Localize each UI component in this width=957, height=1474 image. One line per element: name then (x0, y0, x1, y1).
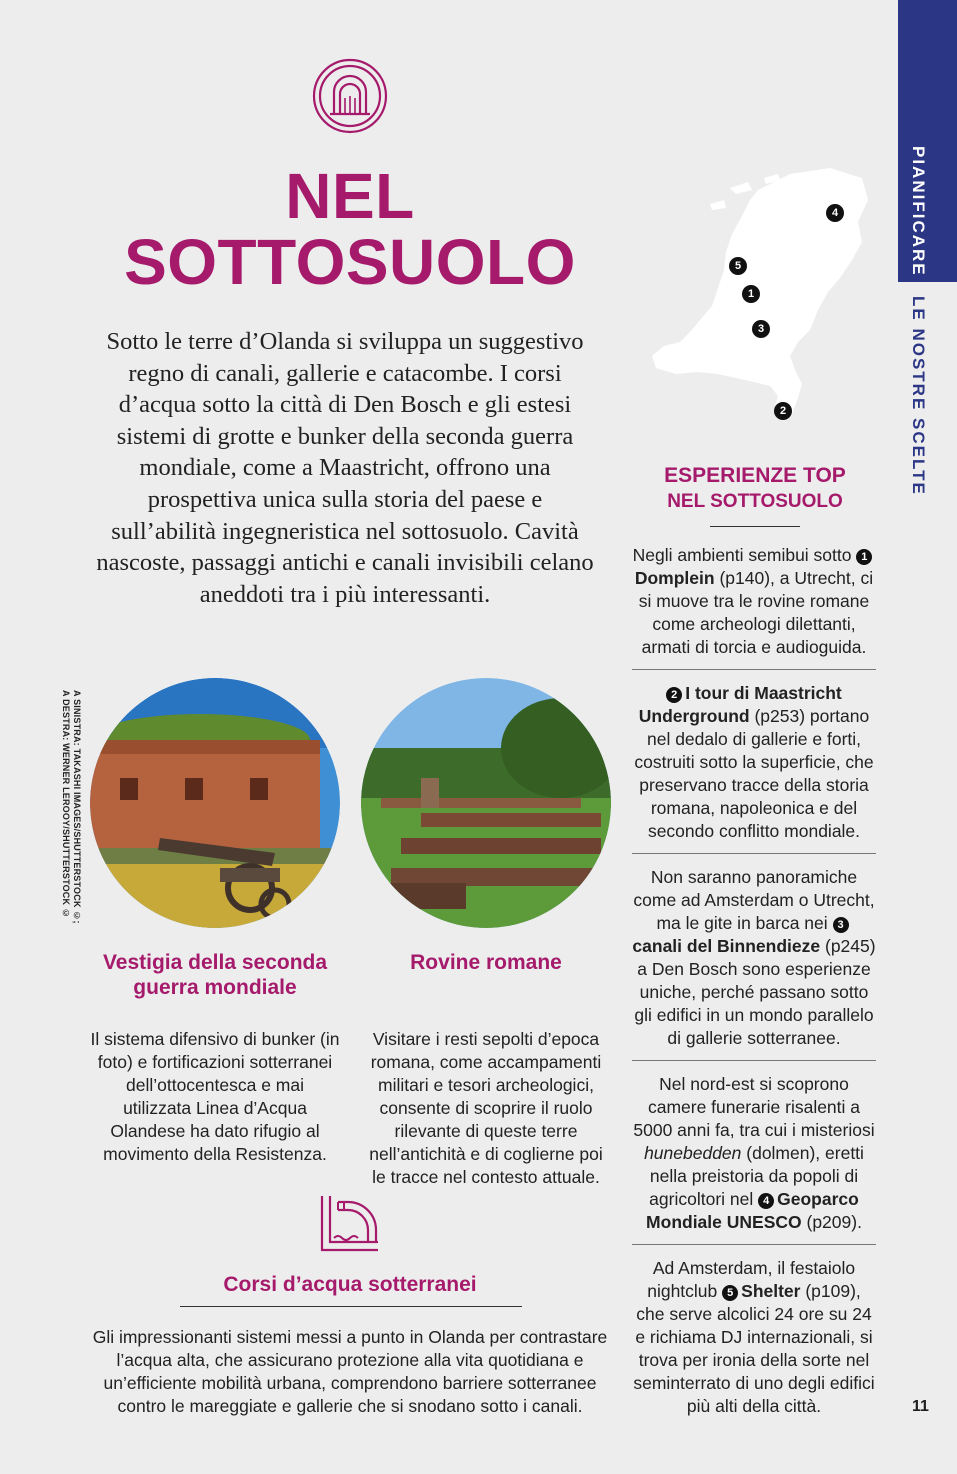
place-link[interactable]: Geoparco Mondiale UNESCO (646, 1189, 859, 1232)
place-link[interactable]: I tour di Maastricht Underground (638, 683, 842, 726)
divider (632, 1060, 876, 1061)
number-badge-3: 3 (833, 917, 849, 933)
photo-credit: A SINISTRA: TAKASHI IMAGES/SHUTTERSTOCK ©; A DESTRA: WERNER LEROOY/SHUTTERSTOCK © (61, 690, 82, 924)
map-marker-4[interactable]: 4 (826, 204, 844, 222)
divider (632, 669, 876, 670)
experience-item-5: Ad Amsterdam, il festaiolo nightclub 5 Shelter (p109), che serve alcolici 24 ore su 24 e richiama DJ internazionali, si trova per ironia della sorte nel seminterrato di uno degli edifici più alti della città. (633, 1258, 875, 1416)
experience-item-4: Nel nord-est si scoprono camere funerarie risalenti a 5000 anni fa, tra cui i misteriosi hunebedden (dolmen), eretti nella preistoria da popoli di agricoltori nel 4 Geoparco Mondiale UNESCO (p209). (633, 1074, 875, 1232)
section-title-roman: Rovine romane (410, 951, 562, 974)
tunnel-icon (312, 58, 388, 134)
section-text-roman: Visitare i resti sepolti d’epoca romana, come accampamenti militari e tesori archeologici, consente di scoprire il ruolo rilevante di queste terre nell’antichità e di coglierne poi le tracce nel contesto attuale. (369, 1029, 603, 1187)
map-marker-1[interactable]: 1 (742, 285, 760, 303)
experience-item-3: Non saranno panoramiche come ad Amsterdam o Utrecht, ma le gite in barca nei 3canali del Binnendieze (p245) a Den Bosch sono esperienze uniche, perché passano sotto gli edifici in un mondo parallelo di gallerie sotterranee. (632, 867, 876, 1048)
place-link[interactable]: Shelter (741, 1281, 801, 1301)
experience-item-2: 2 I tour di Maastricht Underground (p253) portano nel dedalo di gallerie e forti, costruiti sotto la superficie, che preservano tracce della storia romana, napoleonica e del secondo conflitto mondiale. (634, 683, 874, 841)
netherlands-map (640, 160, 880, 430)
section-text-wwii: Il sistema difensivo di bunker (in foto) e fortificazioni sotterranei dell’ottocentesca e mai utilizzata Linea d’Acqua Olandese ha dato rifugio al movimento della Resistenza. (90, 1029, 340, 1164)
divider (180, 1306, 522, 1307)
number-badge-5: 5 (722, 1285, 738, 1301)
canal-icon (318, 1192, 382, 1256)
photo-roman-ruins (361, 678, 611, 928)
tab-le-nostre-scelte[interactable]: LE NOSTRE SCELTE (909, 296, 928, 496)
map-marker-2[interactable]: 2 (774, 402, 792, 420)
photo-fort-bunker (90, 678, 340, 928)
section-title-canals: Corsi d’acqua sotterranei (223, 1273, 477, 1296)
divider (632, 853, 876, 854)
section-text-canals: Gli impressionanti sistemi messi a punto in Olanda per contrastare l’acqua alta, che assicurano protezione alla vita quotidiana e un’efficiente mobilità urbana, comprendono barriere sotterranee contro le mareggiate e gallerie che si snodano sotto i canali. (92, 1327, 608, 1416)
experience-item-1: Negli ambienti semibui sotto 1Domplein (p140), a Utrecht, ci si muove tra le rovine romane come archeologi dilettanti, armati di torcia e audioguida. (632, 545, 874, 657)
page-title-line1: NEL (285, 160, 415, 232)
number-badge-1: 1 (856, 549, 872, 565)
section-title-wwii: Vestigia della seconda guerra mondiale (102, 951, 328, 999)
map-marker-3[interactable]: 3 (752, 320, 770, 338)
tab-pianificare[interactable]: PIANIFICARE (909, 146, 928, 277)
page-title-line2: SOTTOSUOLO (124, 226, 576, 298)
page-number: 11 (912, 1398, 929, 1415)
map-marker-5[interactable]: 5 (729, 257, 747, 275)
divider (632, 1244, 876, 1245)
intro-paragraph: Sotto le terre d’Olanda si sviluppa un suggestivo regno di canali, gallerie e catacombe. I corsi d’acqua sotto la città di Den Bosch e gli estesi sistemi di grotte e bunker della seconda guerra mondiale, come a Maastricht, offrono una prospettiva unica sulla storia del paese e sull’abilità ingegneristica nel sottosuolo. Cavità nascoste, passaggi antichi e canali invisibili celano aneddoti tra i più interessanti. (96, 328, 594, 608)
number-badge-4: 4 (758, 1193, 774, 1209)
top-experiences-subtitle: NEL SOTTOSUOLO (667, 491, 843, 512)
number-badge-2: 2 (666, 687, 682, 703)
place-link[interactable]: Domplein (634, 568, 715, 588)
top-experiences-title: ESPERIENZE TOP (664, 464, 846, 487)
divider (710, 526, 800, 527)
place-link[interactable]: canali del Binnendieze (632, 936, 821, 956)
